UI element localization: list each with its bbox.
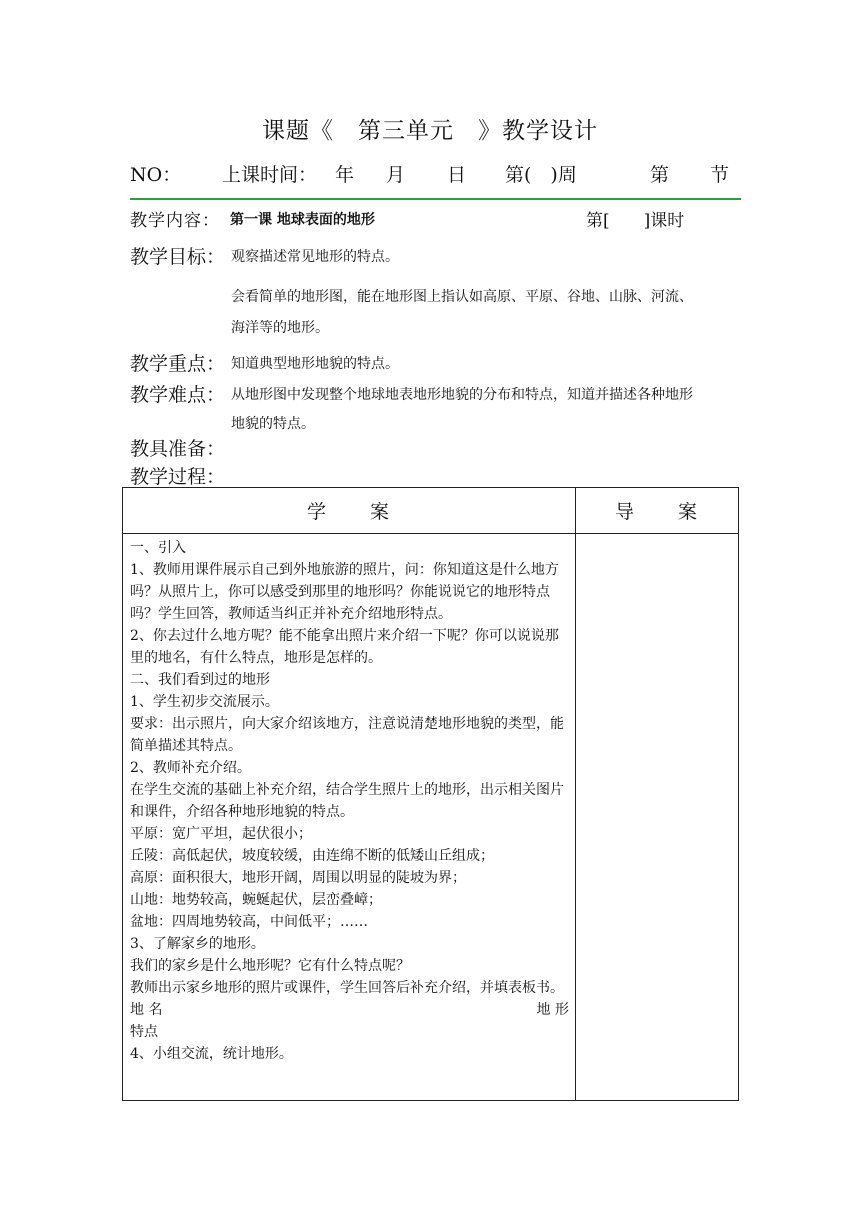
class-time-label: 上课时间： — [222, 164, 318, 186]
guide-plan-cell — [576, 534, 739, 1101]
difficulties-label: 教学难点： — [130, 384, 226, 406]
month-label: 月 — [386, 164, 406, 186]
study-plan-header: 学 案 — [123, 488, 576, 534]
table-line: 2、你去过什么地方呢？能不能拿出照片来介绍一下呢？你可以说说那里的地名，有什么特点，地形是怎样的。 — [130, 628, 559, 666]
no-label: NO： — [130, 164, 182, 186]
table-line: 山地：地势较高，蜿蜒起伏，层峦叠嶂； — [130, 892, 382, 908]
lesson-plan-table — [122, 487, 739, 1101]
difficulty-line: 地貌的特点。 — [231, 416, 315, 432]
header-divider — [130, 198, 741, 200]
day-label: 日 — [447, 164, 467, 186]
table-line: 丘陵：高低起伏，坡度较缓，由连绵不断的低矮山丘组成； — [130, 848, 494, 864]
content-label: 教学内容： — [130, 211, 220, 231]
week-label: 第( )周 — [505, 164, 577, 186]
key-points-value: 知道典型地形地貌的特点。 — [231, 356, 399, 372]
table-line: 4、小组交流，统计地形。 — [130, 1046, 293, 1062]
study-plan-cell — [123, 534, 576, 1101]
page-title: 课题《 第三单元 》教学设计 — [262, 118, 598, 144]
table-line: 要求：出示照片，向大家介绍该地方，注意说清楚地形地貌的类型，能简单描述其特点。 — [130, 716, 564, 754]
table-line: 盆地：四周地势较高，中间低平；…… — [130, 914, 368, 930]
section-di-label: 第 — [650, 164, 670, 186]
lesson-period: 第[ ]课时 — [586, 211, 685, 231]
table-line: 平原：宽广平坦，起伏很小； — [130, 826, 312, 842]
objectives-label: 教学目标： — [130, 246, 226, 268]
table-line: 二、我们看到过的地形 — [130, 672, 270, 688]
feature-label: 特点 — [130, 1024, 158, 1040]
objective-line: 会看简单的地形图，能在地形图上指认如高原、平原、谷地、山脉、河流、 — [231, 289, 693, 305]
table-line: 3、了解家乡的地形。 — [130, 936, 265, 952]
table-line: 教师出示家乡地形的照片或课件，学生回答后补充介绍，并填表板书。 — [130, 980, 564, 996]
table-line: 高原：面积很大，地形开阔，周围以明显的陡坡为界； — [130, 870, 466, 886]
key-points-label: 教学重点： — [130, 353, 226, 375]
content-value: 第一课 地球表面的地形 — [230, 212, 375, 228]
year-label: 年 — [335, 164, 355, 186]
table-line: 2、教师补充介绍。 — [130, 760, 251, 776]
section-jie-label: 节 — [710, 164, 730, 186]
aids-label: 教具准备： — [130, 438, 226, 460]
guide-plan-header: 导 案 — [576, 488, 739, 534]
objective-line: 海洋等的地形。 — [231, 320, 329, 336]
place-name-label: 地 名 — [130, 1002, 163, 1018]
difficulty-line: 从地形图中发现整个地球地表地形地貌的分布和特点，知道并描述各种地形 — [231, 387, 693, 403]
terrain-label: 地 形 — [536, 1002, 569, 1018]
table-line: 一、引入 — [130, 540, 186, 556]
table-line: 1、教师用课件展示自己到外地旅游的照片，问：你知道这是什么地方吗？从照片上，你可以感受到那里的地形吗？你能说说它的地形特点吗？学生回答，教师适当纠正并补充介绍地形特点。 — [130, 562, 559, 622]
place-terrain-row — [130, 999, 569, 1021]
table-line: 1、学生初步交流展示。 — [130, 694, 279, 710]
process-label: 教学过程： — [130, 466, 226, 488]
table-line: 在学生交流的基础上补充介绍，结合学生照片上的地形，出示相关图片和课件，介绍各种地形地貌的特点。 — [130, 782, 564, 820]
table-line: 我们的家乡是什么地形呢？它有什么特点呢？ — [130, 958, 410, 974]
objective-line: 观察描述常见地形的特点。 — [231, 249, 399, 265]
